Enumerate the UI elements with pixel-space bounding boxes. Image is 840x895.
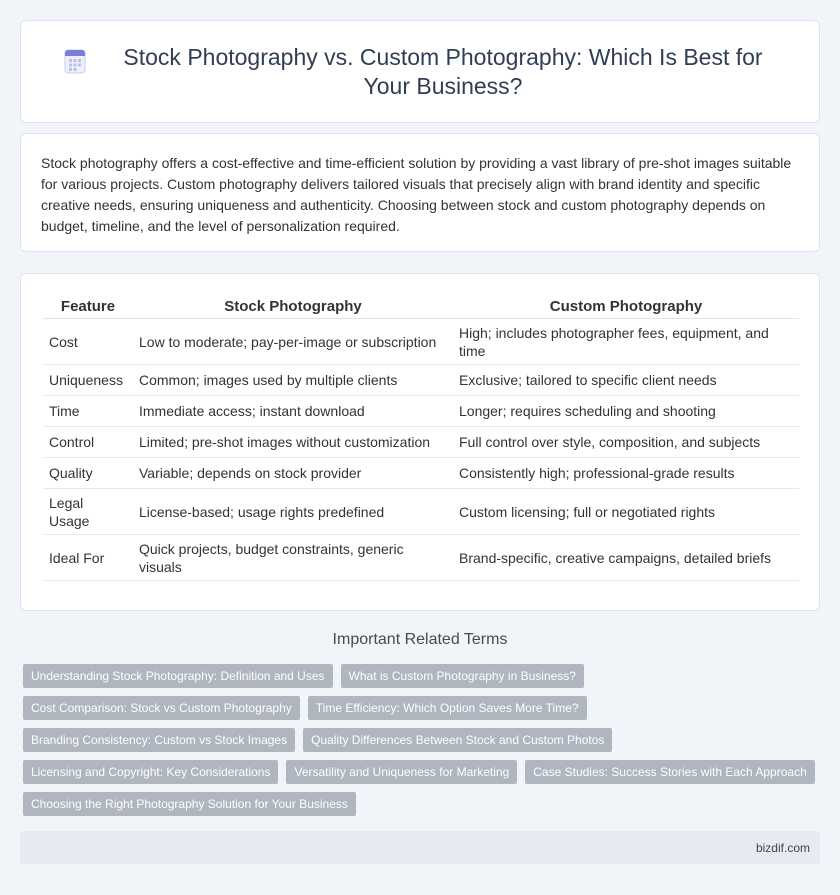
related-term-tag[interactable]: Case Studies: Success Stories with Each Approach: [525, 760, 814, 784]
header-custom: Custom Photography: [453, 292, 799, 319]
table-cell: Time: [43, 396, 133, 427]
table-cell: Limited; pre-shot images without customization: [133, 427, 453, 458]
table-cell: High; includes photographer fees, equipment, and time: [453, 319, 799, 365]
table-cell: Variable; depends on stock provider: [133, 458, 453, 489]
table-cell: Custom licensing; full or negotiated rights: [453, 489, 799, 535]
comparison-table: [43, 292, 799, 581]
related-term-tag[interactable]: Versatility and Uniqueness for Marketing: [286, 760, 517, 784]
table-cell: Brand-specific, creative campaigns, detailed briefs: [453, 535, 799, 581]
table-cell: Ideal For: [43, 535, 133, 581]
related-term-tag[interactable]: Understanding Stock Photography: Definition and Uses: [23, 664, 333, 688]
table-cell: Quick projects, budget constraints, generic visuals: [133, 535, 453, 581]
table-row: [43, 396, 799, 427]
related-term-tag[interactable]: Time Efficiency: Which Option Saves More Time?: [308, 696, 587, 720]
table-cell: Legal Usage: [43, 489, 133, 535]
title-card: [20, 20, 820, 123]
title-wrap: [21, 21, 819, 101]
intro-card: [20, 133, 820, 252]
table-cell: Control: [43, 427, 133, 458]
table-row: [43, 319, 799, 365]
table-row: [43, 365, 799, 396]
table-row: [43, 427, 799, 458]
header-feature: Feature: [43, 292, 133, 319]
table-cell: Full control over style, composition, and subjects: [453, 427, 799, 458]
related-term-tag[interactable]: Choosing the Right Photography Solution for Your Business: [23, 792, 356, 816]
table-row: [43, 489, 799, 535]
intro-text: Stock photography offers a cost-effective and time-efficient solution by providing a vast library of pre-shot images suitable for various projects. Custom photography delivers tailored visuals that precisely align with brand identity and specific creative needs, ensuring uniqueness and authenticity. Choosing between stock and custom photography depends on budget, timeline, and the level of personalization required.: [41, 155, 792, 234]
related-term-tag[interactable]: What is Custom Photography in Business?: [341, 664, 584, 688]
table-cell: Common; images used by multiple clients: [133, 365, 453, 396]
related-terms-title: Important Related Terms: [332, 631, 508, 648]
table-cell: License-based; usage rights predefined: [133, 489, 453, 535]
footer: [20, 831, 820, 864]
table-cell: Uniqueness: [43, 365, 133, 396]
table-cell: Consistently high; professional-grade results: [453, 458, 799, 489]
comparison-table-card: [20, 273, 820, 611]
table-row: [43, 458, 799, 489]
document-icon: [61, 47, 89, 75]
table-cell: Exclusive; tailored to specific client needs: [453, 365, 799, 396]
table-cell: Cost: [43, 319, 133, 365]
table-header-row: [43, 292, 799, 319]
table-cell: Immediate access; instant download: [133, 396, 453, 427]
related-term-tag[interactable]: Branding Consistency: Custom vs Stock Images: [23, 728, 295, 752]
table-cell: Quality: [43, 458, 133, 489]
page-title: Stock Photography vs. Custom Photography: Which Is Best for Your Business?: [123, 44, 763, 99]
table-cell: Low to moderate; pay-per-image or subscription: [133, 319, 453, 365]
related-terms-list: [23, 664, 823, 824]
related-term-tag[interactable]: Cost Comparison: Stock vs Custom Photography: [23, 696, 300, 720]
table-row: [43, 535, 799, 581]
footer-site-link[interactable]: bizdif.com: [755, 841, 810, 855]
header-stock: Stock Photography: [133, 292, 453, 319]
related-term-tag[interactable]: Quality Differences Between Stock and Custom Photos: [303, 728, 612, 752]
related-term-tag[interactable]: Licensing and Copyright: Key Considerations: [23, 760, 278, 784]
table-cell: Longer; requires scheduling and shooting: [453, 396, 799, 427]
